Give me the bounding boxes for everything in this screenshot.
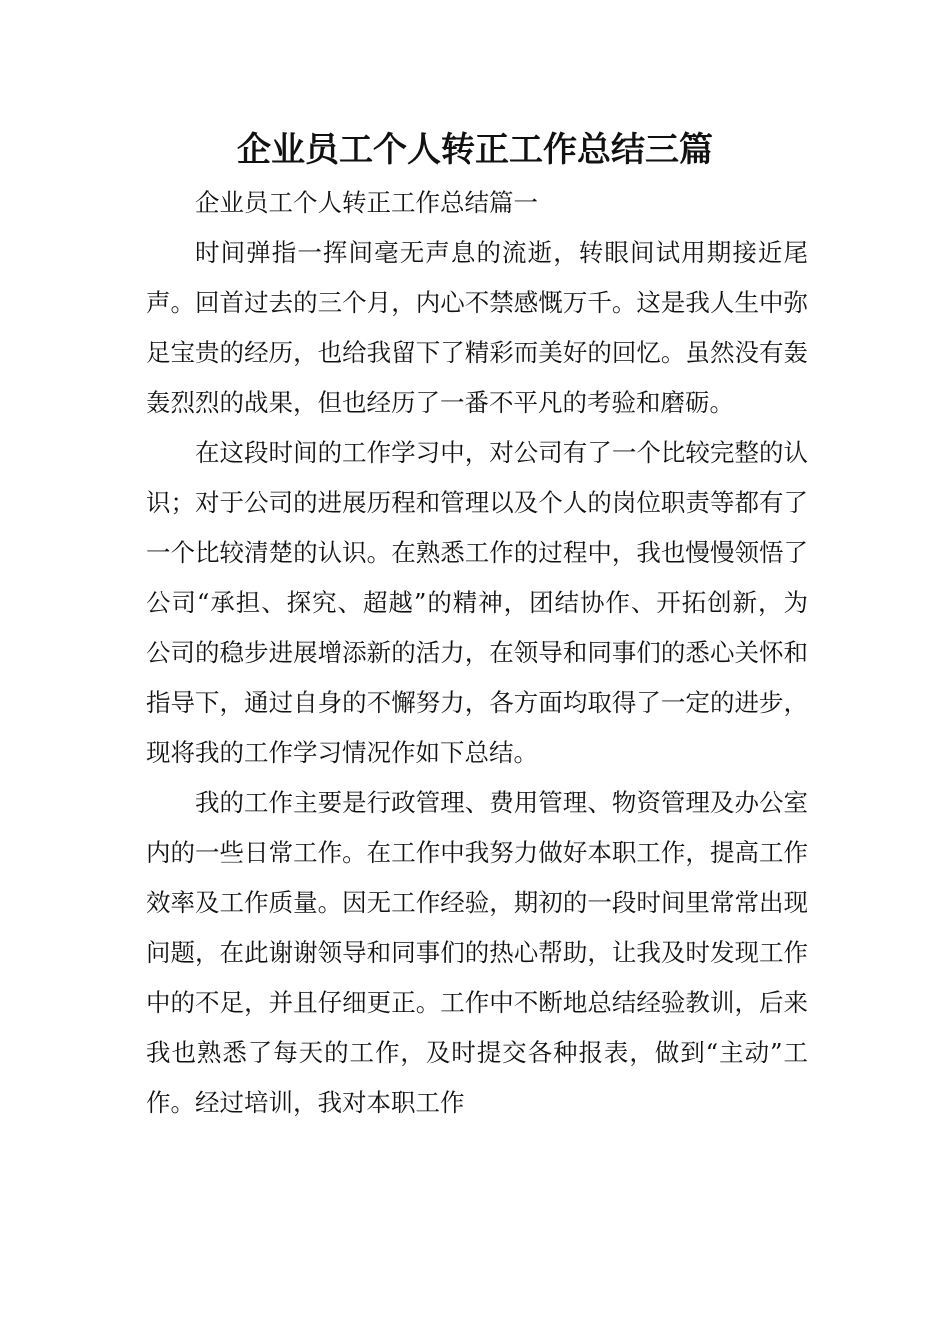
section-heading: 企业员工个人转正工作总结篇一: [195, 188, 538, 217]
document-body: [146, 178, 808, 1128]
paragraph-3: 我的工作主要是行政管理、费用管理、物资管理及办公室内的一些日常工作。在工作中我努力做好本职工作，提高工作效率及工作质量。因无工作经验，期初的一段时间里常常出现问题，在此谢谢领导和同事们的热心帮助，让我及时发现工作中的不足，并且仔细更正。工作中不断地总结经验教训，后来我也熟悉了每天的工作，及时提交各种报表，做到“主动”工作。经过培训，我对本职工作: [146, 788, 808, 1117]
document-title: 企业员工个人转正工作总结三篇: [237, 130, 713, 170]
paragraph-2: 在这段时间的工作学习中，对公司有了一个比较完整的认识；对于公司的进展历程和管理以及个人的岗位职责等都有了一个比较清楚的认识。在熟悉工作的过程中，我也慢慢领悟了公司“承担、探究、超越”的精神，团结协作、开拓创新，为公司的稳步进展增添新的活力，在领导和同事们的悉心关怀和指导下，通过自身的不懈努力，各方面均取得了一定的进步，现将我的工作学习情况作如下总结。: [146, 438, 808, 767]
paragraph-1: 时间弹指一挥间毫无声息的流逝，转眼间试用期接近尾声。回首过去的三个月，内心不禁感慨万千。这是我人生中弥足宝贵的经历，也给我留下了精彩而美好的回忆。虽然没有轰轰烈烈的战果，但也经历了一番不平凡的考验和磨砺。: [146, 238, 808, 417]
